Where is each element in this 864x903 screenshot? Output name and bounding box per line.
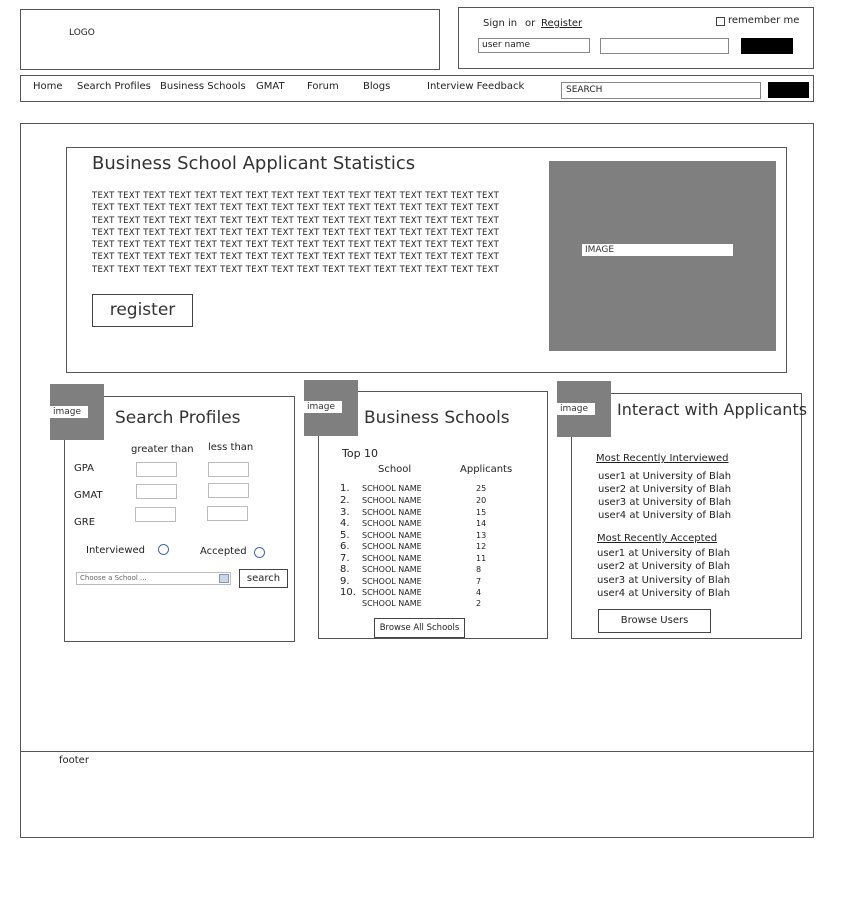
accepted-radio[interactable]	[254, 547, 265, 558]
site-search-input[interactable]	[561, 82, 761, 99]
search-profiles-button-label: search	[246, 573, 281, 584]
nav-gmat[interactable]: GMAT	[256, 81, 285, 92]
list-item[interactable]: user4 at University of Blah	[598, 510, 732, 521]
list-item[interactable]: user2 at University of Blah	[597, 561, 731, 572]
nav-search-profiles[interactable]: Search Profiles	[77, 81, 151, 92]
applicant-count: 11	[476, 554, 487, 563]
school-name: SCHOOL NAME	[362, 588, 422, 597]
rank: 6.	[340, 541, 350, 552]
rank: 4.	[340, 518, 350, 529]
hero-text-line: TEXT TEXT TEXT TEXT TEXT TEXT TEXT TEXT TEXT TEXT TEXT TEXT TEXT TEXT TEXT TEXT	[92, 252, 500, 263]
footer	[20, 751, 814, 838]
table-row	[340, 599, 481, 608]
hero-image	[549, 161, 776, 351]
recently-interviewed-heading[interactable]: Most Recently Interviewed	[596, 453, 729, 464]
chevron-down-icon[interactable]	[219, 574, 229, 583]
or-text: or	[525, 18, 536, 29]
gpa-min-input[interactable]	[136, 462, 177, 477]
top10-label: Top 10	[342, 447, 379, 460]
school-name: SCHOOL NAME	[362, 577, 422, 586]
search-profiles-image-label: image	[50, 406, 88, 418]
interviewed-radio[interactable]	[158, 544, 169, 555]
search-profiles-button[interactable]	[239, 569, 288, 588]
school-name: SCHOOL NAME	[362, 508, 422, 517]
list-item[interactable]: user1 at University of Blah	[598, 471, 732, 482]
password-input[interactable]	[600, 38, 729, 54]
table-row	[340, 576, 481, 587]
logo: LOGO	[69, 28, 95, 38]
login-button[interactable]	[741, 38, 793, 54]
footer-label: footer	[59, 755, 89, 766]
applicant-count: 7	[476, 577, 482, 586]
hero-text-line: TEXT TEXT TEXT TEXT TEXT TEXT TEXT TEXT TEXT TEXT TEXT TEXT TEXT TEXT TEXT TEXT	[92, 215, 500, 226]
list-item[interactable]: user4 at University of Blah	[597, 588, 731, 599]
gmat-label: GMAT	[74, 490, 103, 501]
col-applicants: Applicants	[460, 464, 513, 475]
username-input[interactable]	[478, 38, 590, 53]
interact-title: Interact with Applicants	[617, 400, 808, 419]
school-select[interactable]	[76, 572, 231, 585]
rank: 7.	[340, 553, 350, 564]
applicant-count: 2	[476, 599, 482, 608]
applicant-count: 12	[476, 542, 487, 551]
table-row	[340, 518, 486, 529]
applicant-count: 8	[476, 565, 482, 574]
username-placeholder: user name	[482, 40, 531, 50]
gpa-label: GPA	[74, 463, 94, 474]
rank: 1.	[340, 483, 350, 494]
rank: 10.	[340, 587, 356, 598]
remember-me-checkbox[interactable]	[716, 17, 725, 26]
school-select-value: Choose a School ...	[80, 574, 147, 582]
school-name: SCHOOL NAME	[362, 599, 422, 608]
nav-interview-feedback[interactable]: Interview Feedback	[427, 81, 525, 92]
search-profiles-title: Search Profiles	[115, 408, 241, 428]
hero-title: Business School Applicant Statistics	[92, 153, 416, 174]
hero-text-line: TEXT TEXT TEXT TEXT TEXT TEXT TEXT TEXT TEXT TEXT TEXT TEXT TEXT TEXT TEXT TEXT	[92, 264, 500, 275]
hero-text-line: TEXT TEXT TEXT TEXT TEXT TEXT TEXT TEXT TEXT TEXT TEXT TEXT TEXT TEXT TEXT TEXT	[92, 227, 500, 238]
gre-label: GRE	[74, 517, 96, 528]
table-row	[340, 541, 486, 552]
table-row	[340, 483, 486, 494]
applicant-count: 13	[476, 531, 487, 540]
interact-image-label: image	[557, 403, 595, 415]
school-name: SCHOOL NAME	[362, 519, 422, 528]
table-row	[340, 553, 486, 564]
rank: 9.	[340, 576, 350, 587]
gre-max-input[interactable]	[207, 506, 248, 521]
nav-forum[interactable]: Forum	[307, 81, 339, 92]
rank: 5.	[340, 530, 350, 541]
col-school: School	[378, 464, 412, 475]
applicant-count: 14	[476, 519, 487, 528]
business-schools-image-label: image	[304, 401, 342, 413]
site-search-placeholder: SEARCH	[566, 85, 603, 95]
nav-blogs[interactable]: Blogs	[363, 81, 391, 92]
hero-image-label: IMAGE	[582, 244, 733, 256]
gre-min-input[interactable]	[135, 507, 176, 522]
browse-all-schools-label: Browse All Schools	[379, 623, 460, 633]
recently-accepted-heading[interactable]: Most Recently Accepted	[597, 533, 718, 544]
browse-all-schools-button[interactable]	[374, 618, 465, 638]
applicant-count: 4	[476, 588, 482, 597]
logo-box	[20, 9, 440, 70]
business-schools-title: Business Schools	[364, 408, 510, 428]
hero-text-line: TEXT TEXT TEXT TEXT TEXT TEXT TEXT TEXT TEXT TEXT TEXT TEXT TEXT TEXT TEXT TEXT	[92, 191, 500, 201]
gpa-max-input[interactable]	[208, 462, 249, 477]
gmat-min-input[interactable]	[136, 484, 177, 499]
accepted-label: Accepted	[200, 546, 247, 557]
list-item[interactable]: user3 at University of Blah	[597, 575, 731, 586]
hero-text-line: TEXT TEXT TEXT TEXT TEXT TEXT TEXT TEXT TEXT TEXT TEXT TEXT TEXT TEXT TEXT TEXT	[92, 203, 500, 214]
nav-home[interactable]: Home	[33, 81, 63, 92]
rank: 8.	[340, 564, 350, 575]
col-greater-than: greater than	[131, 444, 194, 455]
col-less-than: less than	[208, 442, 254, 453]
applicant-count: 20	[476, 496, 487, 505]
school-name: SCHOOL NAME	[362, 531, 422, 540]
table-row	[340, 564, 481, 575]
register-button-label: register	[109, 300, 176, 320]
hero-text-line: TEXT TEXT TEXT TEXT TEXT TEXT TEXT TEXT TEXT TEXT TEXT TEXT TEXT TEXT TEXT TEXT	[92, 240, 500, 251]
gmat-max-input[interactable]	[208, 483, 249, 498]
register-button[interactable]	[92, 294, 193, 327]
table-row	[340, 495, 486, 506]
remember-me-label: remember me	[728, 15, 800, 26]
nav-business-schools[interactable]: Business Schools	[160, 81, 246, 92]
school-name: SCHOOL NAME	[362, 565, 422, 574]
browse-users-button[interactable]	[598, 609, 711, 633]
school-name: SCHOOL NAME	[362, 554, 422, 563]
school-name: SCHOOL NAME	[362, 496, 422, 505]
table-row	[340, 530, 486, 541]
table-row	[340, 507, 486, 518]
list-item[interactable]: user2 at University of Blah	[598, 484, 732, 495]
site-search-button[interactable]	[768, 82, 809, 98]
applicant-count: 15	[476, 508, 487, 517]
list-item[interactable]: user3 at University of Blah	[598, 497, 732, 508]
table-row	[340, 587, 481, 598]
browse-users-label: Browse Users	[620, 615, 689, 626]
rank: 2.	[340, 495, 350, 506]
interviewed-label: Interviewed	[86, 545, 145, 556]
register-link[interactable]: Register	[541, 18, 583, 29]
sign-in-link[interactable]: Sign in	[483, 18, 518, 29]
hero-text	[92, 190, 499, 276]
list-item[interactable]: user1 at University of Blah	[597, 548, 731, 559]
rank: 3.	[340, 507, 350, 518]
applicant-count: 25	[476, 484, 487, 493]
school-name: SCHOOL NAME	[362, 484, 422, 493]
school-name: SCHOOL NAME	[362, 542, 422, 551]
